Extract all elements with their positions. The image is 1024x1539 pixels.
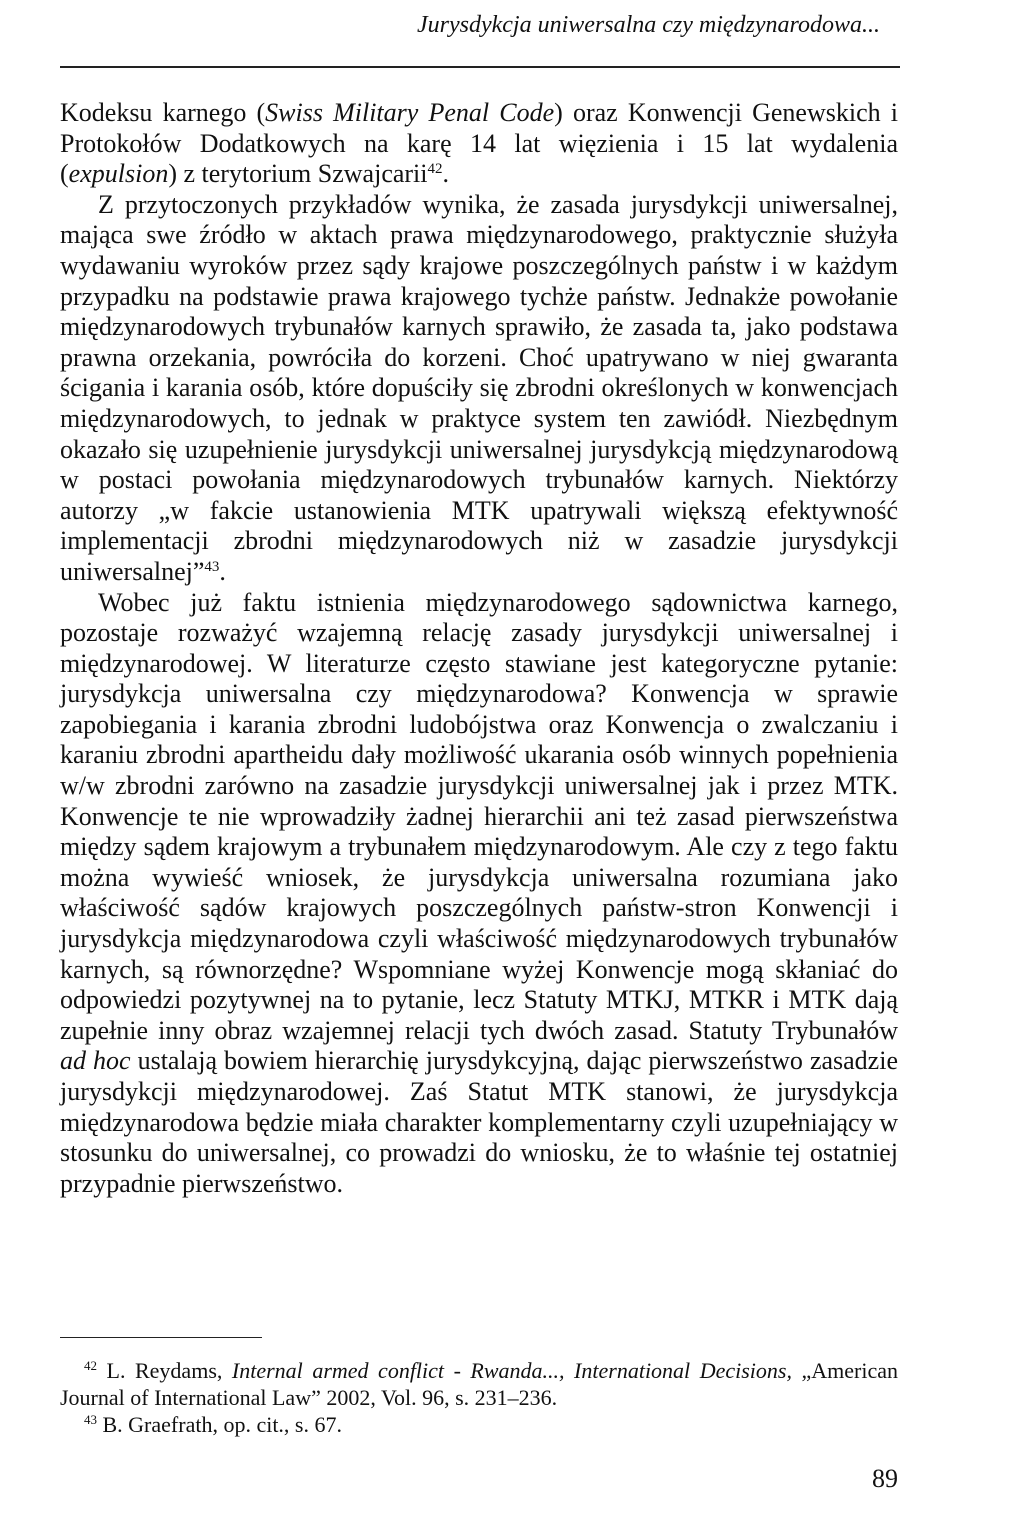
page-number: 89 — [872, 1464, 898, 1493]
footnote-separator — [60, 1337, 262, 1338]
text-span: ) oraz Konwencji Genewskich i Protokołów Dodatkowych na karę 14 lat więzienia i 15 lat wydalenia ( — [60, 98, 898, 189]
paragraph-1 — [60, 98, 898, 190]
text-span: „American Journal of International Law” 2002, Vol. 96, s. 231–236. — [60, 1358, 898, 1410]
footnote-number: 43 — [84, 1412, 97, 1427]
italic-term: expulsion — [68, 159, 169, 189]
running-header: Jurysdykcja uniwersalna czy międzynarodowa... — [416, 12, 880, 38]
footnote-number: 42 — [84, 1358, 97, 1373]
text-span: Z przytoczonych przykładów wynika, że zasada jurysdykcji uniwersalnej, mająca swe źródło w aktach prawa międzynarodowego, praktycznie służyła wydawaniu wyroków przez sądy krajowe poszczególnych państw i w każdym przypadku na podstawie prawa krajowego tychże państw. Jednakże powołanie międzynarodowych trybunałów karnych sprawiło, że zasada ta, jako podstawa prawna orzekania, powróciła do korzeni. Choć upatrywano w niej gwaranta ścigania i karania osób, które dopuściły się zbrodni określonych w konwencjach międzynarodowych, to jednak w praktyce system ten zawiódł. Niezbędnym okazało się uzupełnienie jurysdykcji uniwersalnej jurysdykcją międzynarodową w postaci powołania międzynarodowych trybunałów karnych. Niektórzy autorzy „w fakcie ustanowienia MTK upatrywali większą efektywność implementacji zbrodni międzynarodowych niż w zasadzie jurysdykcji uniwersalnej” — [60, 189, 898, 586]
text-span: Wobec już faktu istnienia międzynarodowego sądownictwa karnego, pozostaje rozważyć wzajemną relację zasady jurysdykcji uniwersalnej i międzynarodowej. W literaturze często stawiane jest kategoryczne pytanie: jurysdykcja uniwersalna czy międzynarodowa? Konwencja w sprawie zapobiegania i karania zbrodni ludobójstwa oraz Konwencja o zwalczaniu i karaniu zbrodni apartheidu dały możliwość ukarania osób winnych popełnienia w/w zbrodni zarówno na zasadzie jurysdykcji uniwersalnej jak i przez MTK. Konwencje te nie wprowadziły żadnej hierarchii ani też zasad pierwszeństwa między sądem krajowym a trybunałem międzynarodowym. Ale czy z tego faktu można wywieść wniosek, że jurysdykcja uniwersalna rozumiana jako właściwość sądów krajowych poszczególnych państw-stron Konwencji i jurysdykcja międzynarodowa czyli właściwość międzynarodowych trybunałów karnych, są równorzędne? Wspomniane wyżej Konwencje mogą skłaniać do odpowiedzi pozytywnej na to pytanie, lecz Statuty MTKJ, MTKR i MTK dają zupełnie inny obraz wzajemnej relacji tych dwóch zasad. Statuty Trybunałów — [60, 587, 898, 1045]
italic-title: Internal armed conflict - Rwanda..., International Decisions, — [231, 1358, 792, 1383]
footnote-43 — [60, 1411, 898, 1438]
text-span: ) z terytorium Szwajcarii — [168, 159, 428, 189]
text-span: L. Reydams, — [97, 1358, 232, 1383]
body-text — [60, 98, 898, 1199]
footnotes — [60, 1357, 898, 1438]
text-span: ustalają bowiem hierarchię jurysdykcyjną, dając pierwszeństwo zasadzie jurysdykcji międzynarodowej. Zaś Statut MTK stanowi, że jurysdykcja międzynarodowa będzie miała charakter komplementarny czyli uzupełniający w stosunku do uniwersalnej, co prowadzi do wniosku, że to właśnie tej ostatniej przypadnie pierwszeństwo. — [60, 1046, 898, 1198]
footnote-ref-42[interactable]: 42 — [427, 161, 443, 178]
italic-term: ad hoc — [60, 1046, 131, 1076]
italic-term: Swiss Military Penal Code — [265, 98, 555, 127]
text-span: . — [442, 159, 450, 189]
text-span: B. Graefrath, op. cit., s. 67. — [97, 1412, 342, 1437]
header-rule — [60, 66, 900, 68]
paragraph-3 — [60, 588, 898, 1200]
footnote-42 — [60, 1357, 898, 1411]
text-span: Kodeksu karnego ( — [60, 98, 266, 127]
text-span: . — [219, 556, 226, 586]
paragraph-2 — [60, 190, 898, 588]
footnote-ref-43[interactable]: 43 — [204, 558, 220, 575]
